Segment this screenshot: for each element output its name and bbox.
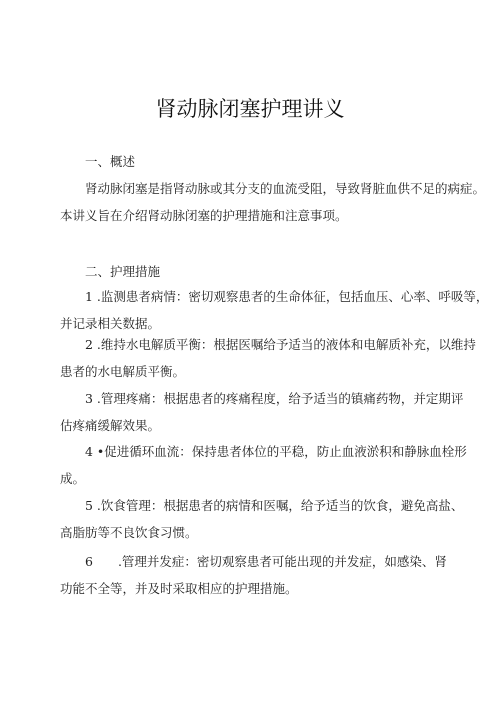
paragraph-line: 本讲义旨在介绍肾动脉闭塞的护理措施和注意事项。: [60, 208, 348, 223]
measure-item-6: [60, 548, 452, 602]
item-line: 3 .管理疼痛：根据患者的疼痛程度，给予适当的镇痛药物，并定期评: [85, 391, 464, 406]
measure-item-5: [60, 492, 464, 546]
measure-item-3: [60, 385, 464, 439]
section-heading-measures: 二、护理措施: [85, 264, 161, 279]
measure-item-4: [60, 438, 467, 492]
measure-item-2: [60, 331, 476, 385]
item-line: 4 •促进循环血流：保持患者体位的平稳，防止血液淤积和静脉血栓形: [85, 444, 467, 459]
paragraph-line: 肾动脉闭塞是指肾动脉或其分支的血流受阻，导致肾脏血供不足的病症。: [85, 181, 486, 196]
item-line: 高脂肪等不良饮食习惯。: [60, 525, 198, 540]
document-title: 肾动脉闭塞护理讲义: [155, 97, 345, 121]
item-line: 成。: [60, 471, 86, 486]
overview-paragraph: [60, 175, 486, 229]
measure-item-1: [60, 283, 489, 337]
item-line: 患者的水电解质平衡。: [60, 364, 186, 379]
item-line: 6 .管理并发症：密切观察患者可能出现的并发症，如感染、肾: [85, 554, 447, 569]
item-line: 1 .监测患者病情：密切观察患者的生命体征，包括血压、心率、呼吸等，: [85, 289, 489, 304]
item-line: 估疼痛缓解效果。: [60, 418, 161, 433]
item-line: 5 .饮食管理：根据患者的病情和医嘱，给予适当的饮食，避免高盐、: [85, 498, 464, 513]
item-line: 2 .维持水电解质平衡：根据医嘱给予适当的液体和电解质补充，以维持: [85, 337, 476, 352]
item-line: 功能不全等，并及时采取相应的护理措施。: [60, 581, 298, 596]
section-heading-overview: 一、概述: [85, 154, 136, 169]
item-line: 并记录相关数据。: [60, 316, 161, 331]
